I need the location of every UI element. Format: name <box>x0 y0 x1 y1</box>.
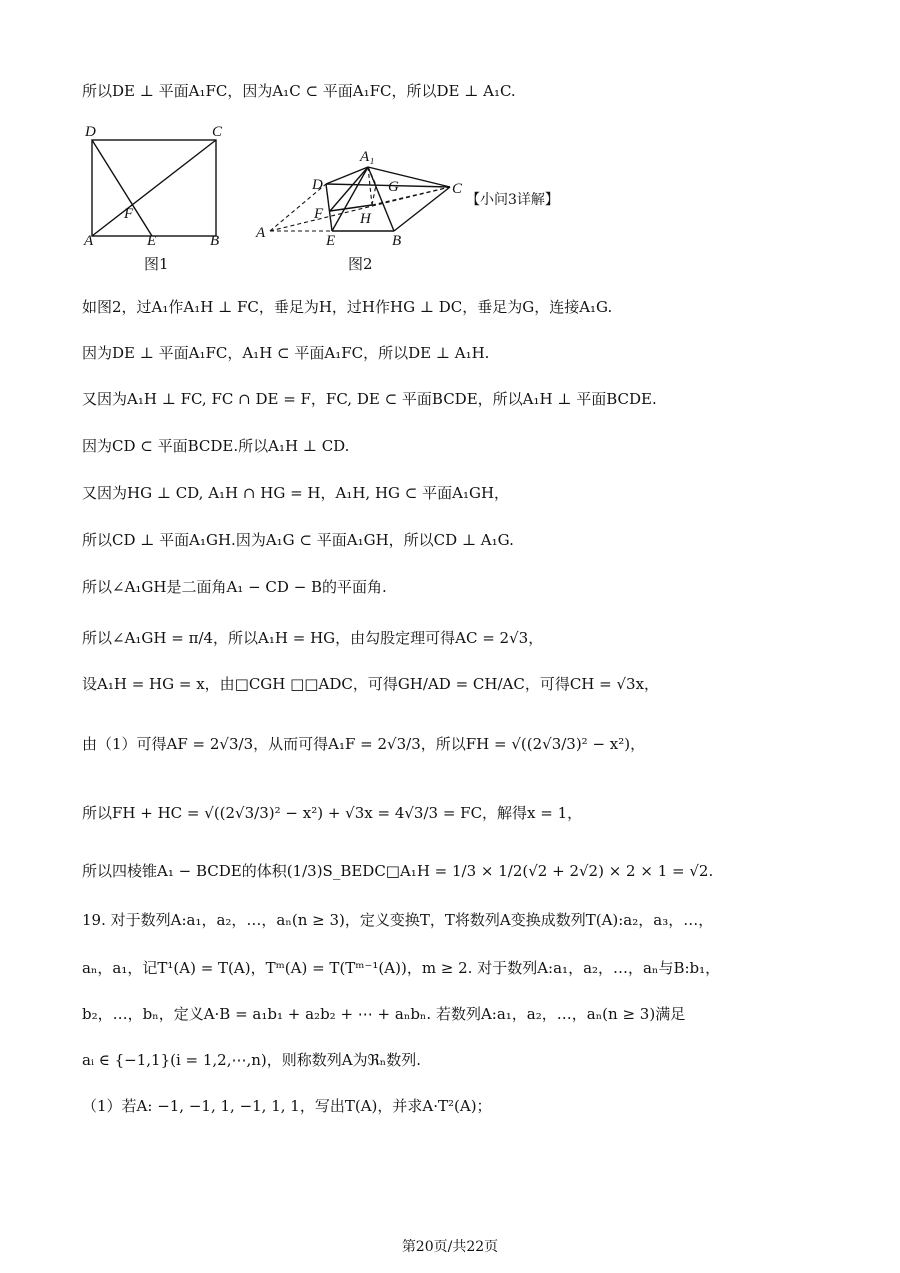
text-line-16: b₂，…，bₙ，定义A·B = a₁b₁ + a₂b₂ + ⋯ + aₙbₙ. 若数列A:a₁，a₂，…，aₙ(n ≥ 3)满足 <box>82 1005 686 1023</box>
fig2-caption: 图2 <box>348 255 373 273</box>
fig1-label-d: D <box>85 124 96 140</box>
text-line-18: （1）若A: −1, −1, 1, −1, 1, 1，写出T(A)，并求A·T²(A)； <box>82 1097 492 1115</box>
fig2-edge-a1d <box>326 167 368 184</box>
fig1-label-a: A <box>84 233 94 249</box>
text-line-2: 如图2，过A₁作A₁H ⊥ FC，垂足为H，过H作HG ⊥ DC，垂足为G，连接A₁G. <box>82 298 613 316</box>
text-line-6: 又因为HG ⊥ CD, A₁H ∩ HG = H，A₁H, HG ⊂ 平面A₁GH， <box>82 484 510 502</box>
text-line-7: 所以CD ⊥ 平面A₁GH.因为A₁G ⊂ 平面A₁GH，所以CD ⊥ A₁G. <box>82 531 514 549</box>
fig2-label-d: D <box>312 177 323 193</box>
text-line-15: aₙ，a₁，记T¹(A) = T(A)，Tᵐ(A) = T(Tᵐ⁻¹(A))，m ≥ 2. 对于数列A:a₁，a₂，…，aₙ与B:b₁， <box>82 959 721 977</box>
fig1-label-b: B <box>210 233 220 249</box>
fig2-label-g: G <box>388 179 399 195</box>
fig2-dash-hg <box>372 185 376 205</box>
fig2-label-h: H <box>360 211 371 227</box>
fig2-label-a1: A₁ <box>360 149 375 165</box>
text-line-4: 又因为A₁H ⊥ FC, FC ∩ DE = F，FC, DE ⊂ 平面BCDE，所以A₁H ⊥ 平面BCDE. <box>82 390 657 408</box>
text-line-14: 19. 对于数列A:a₁，a₂，…，aₙ(n ≥ 3)，定义变换T，T将数列A变换成数列T(A):a₂，a₃，…， <box>82 911 714 929</box>
text-line-8: 所以∠A₁GH是二面角A₁ − CD − B的平面角. <box>82 578 387 596</box>
page-footer: 第20页/共22页 <box>401 1239 499 1255</box>
fig1-label-c: C <box>212 124 223 140</box>
text-line-17: aᵢ ∈ {−1,1}(i = 1,2,⋯,n)，则称数列A为ℜₙ数列. <box>82 1051 422 1069</box>
fig1-segment-de <box>92 140 152 236</box>
fig2-edge-a1c <box>368 167 450 187</box>
text-line-10: 设A₁H = HG = x，由□CGH □□ADC，可得GH/AD = CH/AC，可得CH = √3x， <box>82 675 660 693</box>
fig1-label-f: F <box>124 206 134 222</box>
text-line-9: 所以∠A₁GH = π/4，所以A₁H = HG，由勾股定理可得AC = 2√3， <box>82 629 544 647</box>
fig2-label-f: F <box>314 206 324 222</box>
fig1-label-e: E <box>147 233 157 249</box>
fig2-label-b: B <box>392 233 402 249</box>
text-line-1: 所以DE ⊥ 平面A₁FC，因为A₁C ⊂ 平面A₁FC，所以DE ⊥ A₁C. <box>82 82 516 100</box>
fig1-caption: 图1 <box>144 255 169 273</box>
fig1-diagonal-ac <box>92 140 216 236</box>
fig2-label-c: C <box>452 181 463 197</box>
text-line-12: 所以FH + HC = √((2√3/3)² − x²) + √3x = 4√3/3 = FC，解得x = 1， <box>82 804 583 822</box>
fig2-label-e: E <box>326 233 336 249</box>
text-line-11: 由（1）可得AF = 2√3/3，从而可得A₁F = 2√3/3，所以FH = √((2√3/3)² − x²)， <box>82 735 646 753</box>
text-line-3: 因为DE ⊥ 平面A₁FC，A₁H ⊂ 平面A₁FC，所以DE ⊥ A₁H. <box>82 344 490 362</box>
fig2-edge-de <box>326 184 332 231</box>
text-line-13: 所以四棱锥A₁ − BCDE的体积(1/3)S_BEDC□A₁H = 1/3 × 1/2(√2 + 2√2) × 2 × 1 = √2. <box>82 862 714 880</box>
figure-1 <box>80 120 240 255</box>
section-tag: 【小问3详解】 <box>466 192 559 208</box>
fig2-edge-a1f <box>330 167 368 211</box>
figure-2 <box>252 145 472 250</box>
text-line-5: 因为CD ⊂ 平面BCDE.所以A₁H ⊥ CD. <box>82 437 350 455</box>
fig2-label-a: A <box>256 225 266 241</box>
